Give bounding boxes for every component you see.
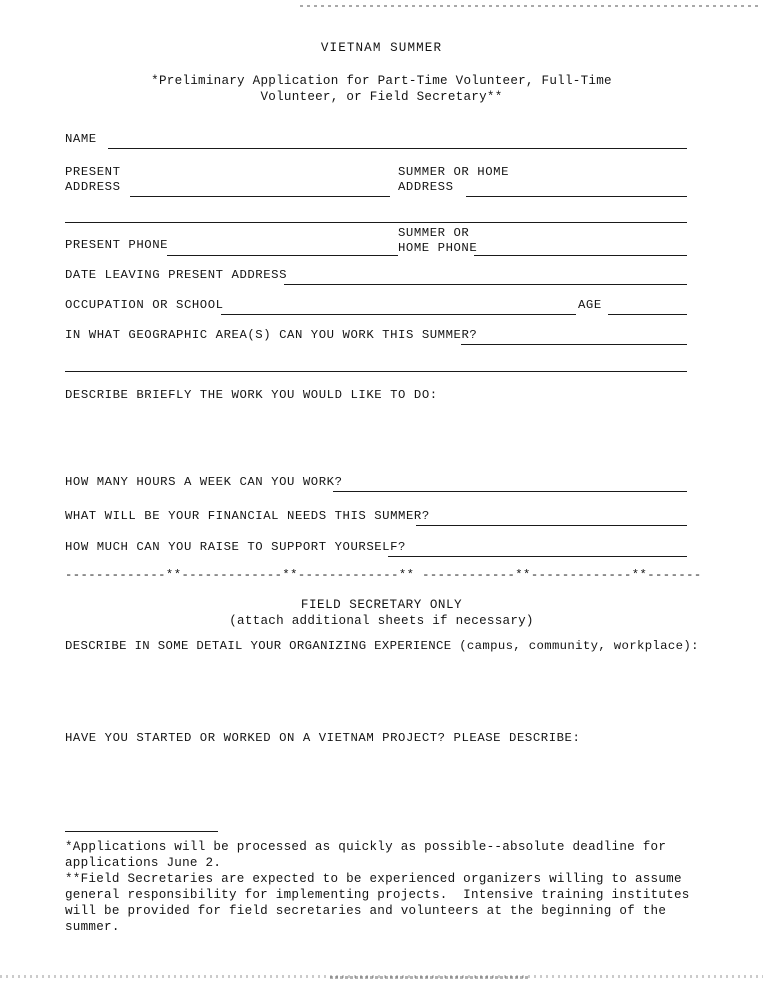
summer-phone-input-line[interactable] <box>474 255 687 256</box>
organizing-experience-label: DESCRIBE IN SOME DETAIL YOUR ORGANIZING EXPERIENCE (campus, community, workplace): <box>65 639 699 653</box>
footnote-line-6: summer. <box>65 920 120 934</box>
summer-address-input-line-2[interactable] <box>398 222 687 223</box>
geographic-area-input-line-1[interactable] <box>461 344 687 345</box>
occupation-input-line[interactable] <box>221 314 576 315</box>
present-address-input-line-1[interactable] <box>130 196 390 197</box>
present-address-label-line-2: ADDRESS <box>65 180 121 194</box>
footnote-line-3: **Field Secretaries are expected to be experienced organizers willing to assume <box>65 872 682 886</box>
present-address-label-line-1: PRESENT <box>65 165 121 179</box>
summer-address-input-line-1[interactable] <box>466 196 687 197</box>
vietnam-project-label: HAVE YOU STARTED OR WORKED ON A VIETNAM PROJECT? PLEASE DESCRIBE: <box>65 731 581 745</box>
field-secretary-subheading: (attach additional sheets if necessary) <box>229 614 534 628</box>
asterisk-divider: -------------**-------------**-------------** ------------**-------------**------- <box>65 568 702 582</box>
age-input-line[interactable] <box>608 314 687 315</box>
footnote-line-2: applications June 2. <box>65 856 222 870</box>
financial-needs-input-line[interactable] <box>416 525 687 526</box>
subtitle-line-2: Volunteer, or Field Secretary** <box>260 90 503 104</box>
footnote-line-4: general responsibility for implementing projects. Intensive training institutes <box>65 888 690 902</box>
age-label: AGE <box>578 298 602 312</box>
date-leaving-input-line[interactable] <box>284 284 687 285</box>
hours-per-week-input-line[interactable] <box>333 491 687 492</box>
footnote-line-5: will be provided for field secretaries and volunteers at the beginning of the <box>65 904 667 918</box>
present-phone-label: PRESENT PHONE <box>65 238 169 252</box>
amount-raised-input-line[interactable] <box>388 556 687 557</box>
field-secretary-heading: FIELD SECRETARY ONLY <box>300 598 463 612</box>
summer-address-label-line-2: ADDRESS <box>398 180 454 194</box>
summer-phone-label-line-2: HOME PHONE <box>398 241 478 255</box>
amount-raised-label: HOW MUCH CAN YOU RAISE TO SUPPORT YOURSELF? <box>65 540 406 554</box>
describe-work-label: DESCRIBE BRIEFLY THE WORK YOU WOULD LIKE TO DO: <box>65 388 438 402</box>
occupation-label: OCCUPATION OR SCHOOL <box>65 298 224 312</box>
present-address-input-line-2[interactable] <box>65 222 398 223</box>
hours-per-week-label: HOW MANY HOURS A WEEK CAN YOU WORK? <box>65 475 343 489</box>
bottom-scan-artifact-dark <box>330 976 530 979</box>
geographic-area-label: IN WHAT GEOGRAPHIC AREA(S) CAN YOU WORK THIS SUMMER? <box>65 328 478 342</box>
top-edge-scan-artifact <box>300 5 760 7</box>
summer-phone-label-line-1: SUMMER OR <box>398 226 470 240</box>
footnote-line-1: *Applications will be processed as quickly as possible--absolute deadline for <box>65 840 667 854</box>
geographic-area-input-line-2[interactable] <box>65 371 687 372</box>
subtitle-line-1: *Preliminary Application for Part-Time Volunteer, Full-Time <box>151 74 612 88</box>
present-phone-input-line[interactable] <box>167 255 398 256</box>
date-leaving-label: DATE LEAVING PRESENT ADDRESS <box>65 268 288 282</box>
footnote-separator-rule <box>65 831 218 832</box>
summer-address-label-line-1: SUMMER OR HOME <box>398 165 510 179</box>
financial-needs-label: WHAT WILL BE YOUR FINANCIAL NEEDS THIS SUMMER? <box>65 509 430 523</box>
page-title: VIETNAM SUMMER <box>320 41 443 55</box>
name-label: NAME <box>65 132 97 146</box>
name-input-line[interactable] <box>108 148 687 149</box>
